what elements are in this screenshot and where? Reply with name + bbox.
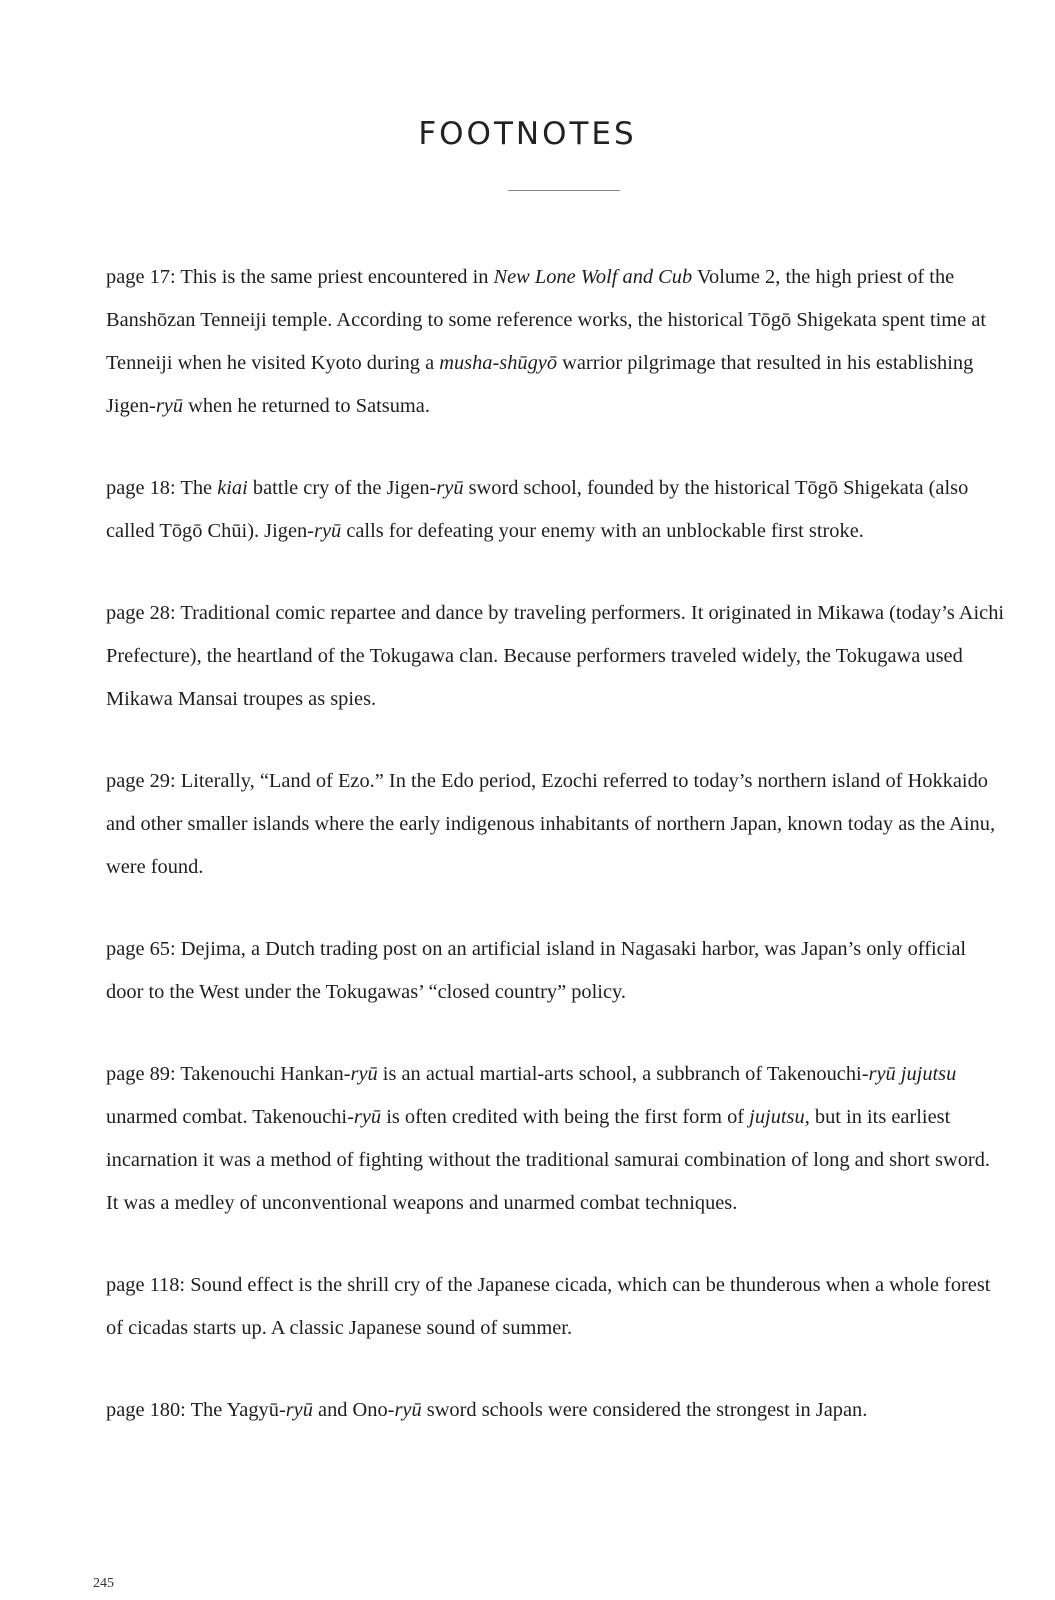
footnote-text: Sound effect is the shrill cry of the Japanese cicada, which can be thunderous when a whole forest of cicadas starts up. A classic Japanese sound of summer.	[106, 1274, 991, 1339]
footnote-text: The Yagyū-	[190, 1399, 286, 1421]
footnote-italic-term: ryū	[350, 1063, 378, 1085]
footnote-italic-term: ryū jujutsu	[868, 1063, 957, 1085]
title-divider	[508, 190, 620, 191]
footnote-text: The	[180, 477, 218, 499]
footnote-italic-term: ryū	[285, 1399, 313, 1421]
footnote-text: , but in its earliest incarnation it was a method of fighting without the traditional samurai combination of long and short sword. It was a medley of unconventional weapons and unarmed combat techniques.	[106, 1106, 990, 1214]
footnote-ref: page 89:	[106, 1063, 176, 1085]
footnote-item	[106, 928, 1006, 1014]
footnote-text: Traditional comic repartee and dance by traveling performers. It originated in Mikawa (today’s Aichi Prefecture), the heartland of the Tokugawa clan. Because performers traveled widely, the Tokugawa used Mikawa Mansai troupes as spies.	[106, 602, 1005, 710]
footnote-item	[106, 467, 1006, 553]
footnote-item	[106, 1053, 1006, 1225]
footnote-italic-term: musha-shūgyō	[439, 352, 558, 374]
footnotes-list	[106, 256, 1006, 1471]
footnote-item	[106, 1264, 1006, 1350]
footnote-italic-term: New Lone Wolf and Cub	[493, 266, 693, 288]
footnote-ref: page 28:	[106, 602, 176, 624]
footnote-ref: page 118:	[106, 1274, 186, 1296]
footnote-italic-term: ryū	[155, 395, 184, 417]
footnote-text: warrior pilgrimage that resulted in his establishing Jigen-	[106, 352, 974, 417]
footnote-italic-term: ryū	[436, 477, 464, 499]
footnote-italic-term: jujutsu	[749, 1106, 805, 1128]
footnote-text: Dejima, a Dutch trading post on an artificial island in Nagasaki harbor, was Japan’s only official door to the West under the Tokugawas’ “closed country” policy.	[106, 938, 967, 1003]
footnote-text: is an actual martial-arts school, a subbranch of Takenouchi-	[377, 1063, 869, 1085]
footnote-italic-term: ryū	[394, 1399, 422, 1421]
footnote-text: Takenouchi Hankan-	[180, 1063, 351, 1085]
footnote-text: is often credited with being the first form of	[381, 1106, 750, 1128]
footnote-ref: page 180:	[106, 1399, 186, 1421]
footnote-text: Volume 2, the high priest of the Banshōzan Tenneiji temple. According to some reference works, the historical Tōgō Shigekata spent time at Tenneiji when he visited Kyoto during a	[106, 266, 987, 374]
footnote-italic-term: ryū	[353, 1106, 382, 1128]
footnote-text: This is the same priest encountered in	[180, 266, 494, 288]
footnote-text: and Ono-	[312, 1399, 395, 1421]
footnote-italic-term: kiai	[217, 477, 248, 499]
footnote-ref: page 65:	[106, 938, 176, 960]
footnote-text: when he returned to Satsuma.	[183, 395, 430, 417]
footnote-item	[106, 256, 1006, 428]
footnote-item	[106, 1389, 1006, 1432]
footnote-italic-term: ryū	[314, 520, 342, 542]
footnote-item	[106, 760, 1006, 889]
footnote-text: unarmed combat. Takenouchi-	[106, 1106, 354, 1128]
footnote-text: calls for defeating your enemy with an unblockable first stroke.	[341, 520, 864, 542]
footnote-ref: page 17:	[106, 266, 176, 288]
footnote-text: sword school, founded by the historical Tōgō Shigekata (also called Tōgō Chūi). Jigen-	[106, 477, 969, 542]
footnote-text: battle cry of the Jigen-	[247, 477, 437, 499]
footnote-item	[106, 592, 1006, 721]
page-number: 245	[93, 1576, 114, 1591]
footnote-text: sword schools were considered the strongest in Japan.	[421, 1399, 868, 1421]
footnote-ref: page 29:	[106, 770, 176, 792]
footnote-text: Literally, “Land of Ezo.” In the Edo period, Ezochi referred to today’s northern island of Hokkaido and other smaller islands where the early indigenous inhabitants of northern Japan, known today as the Ainu, were found.	[106, 770, 996, 878]
footnote-ref: page 18:	[106, 477, 176, 499]
page-title: FOOTNOTES	[418, 116, 637, 152]
